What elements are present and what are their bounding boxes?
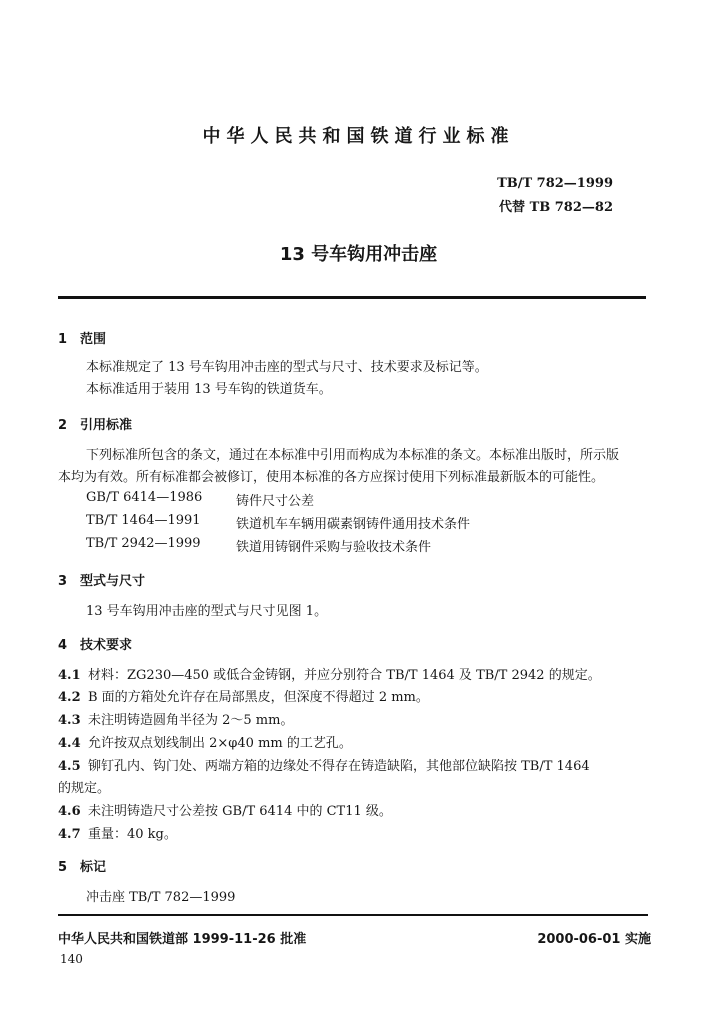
requirement-item — [58, 686, 429, 705]
item-number: 4.2 — [58, 690, 81, 705]
footer-rule — [58, 914, 648, 916]
standard-title: 中华人民共和国铁道行业标准 — [202, 126, 515, 147]
section-2-line: 本均为有效。所有标准都会被修订，使用本标准的各方应探讨使用下列标准最新版本的可能性。 — [58, 470, 605, 485]
section-number: 4 — [58, 638, 68, 653]
section-3-heading — [58, 570, 145, 589]
requirement-item — [58, 709, 293, 728]
item-text: 未注明铸造尺寸公差按 GB/T 6414 中的 CT11 级。 — [88, 804, 392, 819]
section-title: 引用标准 — [80, 418, 133, 433]
section-title: 型式与尺寸 — [80, 574, 146, 589]
header-rule — [58, 296, 646, 299]
reference-code: TB/T 2942—1999 — [86, 536, 201, 551]
item-number: 4.5 — [58, 759, 81, 774]
section-number: 3 — [58, 574, 68, 589]
section-1-heading — [58, 328, 106, 347]
section-title: 技术要求 — [80, 638, 133, 653]
section-number: 2 — [58, 418, 68, 433]
reference-title: 铁道用铸钢件采购与验收技术条件 — [236, 540, 432, 555]
item-text: 未注明铸造圆角半径为 2～5 mm。 — [88, 713, 294, 728]
item-number: 4.6 — [58, 804, 81, 819]
effective-date: 2000-06-01 实施 — [537, 932, 651, 947]
requirement-item — [58, 823, 177, 842]
section-1-line: 本标准规定了 13 号车钩用冲击座的型式与尺寸、技术要求及标记等。 — [86, 360, 488, 375]
page-number: 140 — [60, 952, 83, 966]
requirement-item — [58, 755, 590, 774]
requirement-continuation: 的规定。 — [58, 781, 111, 796]
reference-title: 铁道机车车辆用碳素钢铸件通用技术条件 — [236, 517, 471, 532]
item-text: 允许按双点划线制出 2×φ40 mm 的工艺孔。 — [88, 736, 352, 751]
section-2-line: 下列标准所包含的条文，通过在本标准中引用而构成为本标准的条文。本标准出版时，所示版 — [86, 448, 620, 463]
section-number: 1 — [58, 332, 68, 347]
item-number: 4.1 — [58, 668, 81, 683]
requirement-item — [58, 664, 601, 683]
item-text: 材料：ZG230—450 或低合金铸钢，并应分别符合 TB/T 1464 及 TB/T 2942 的规定。 — [88, 668, 601, 683]
doc-title: 13 号车钩用冲击座 — [279, 244, 438, 265]
item-number: 4.4 — [58, 736, 81, 751]
replaces-code: 代替 TB 782—82 — [499, 200, 613, 215]
item-text: 重量：40 kg。 — [88, 827, 177, 842]
section-title: 标记 — [80, 860, 107, 875]
section-2-heading — [58, 414, 132, 433]
standard-code: TB/T 782—1999 — [497, 176, 613, 191]
section-title: 范围 — [80, 332, 107, 347]
approval-line: 中华人民共和国铁道部 1999-11-26 批准 — [58, 932, 307, 947]
section-5-heading — [58, 856, 106, 875]
item-text: 铆钉孔内、钩门处、两端方箱的边缘处不得存在铸造缺陷，其他部位缺陷按 TB/T 1464 — [88, 759, 590, 774]
marking-example: 冲击座 TB/T 782—1999 — [86, 890, 236, 905]
requirement-item — [58, 800, 392, 819]
reference-code: TB/T 1464—1991 — [86, 513, 201, 528]
reference-code: GB/T 6414—1986 — [86, 490, 203, 505]
section-3-line: 13 号车钩用冲击座的型式与尺寸见图 1。 — [86, 604, 328, 619]
item-number: 4.3 — [58, 713, 81, 728]
section-number: 5 — [58, 860, 68, 875]
section-4-heading — [58, 634, 132, 653]
section-1-line: 本标准适用于装用 13 号车钩的铁道货车。 — [86, 382, 332, 397]
item-text: B 面的方箱处允许存在局部黑皮，但深度不得超过 2 mm。 — [88, 690, 429, 705]
requirement-item — [58, 732, 352, 751]
reference-title: 铸件尺寸公差 — [236, 494, 315, 509]
item-number: 4.7 — [58, 827, 81, 842]
